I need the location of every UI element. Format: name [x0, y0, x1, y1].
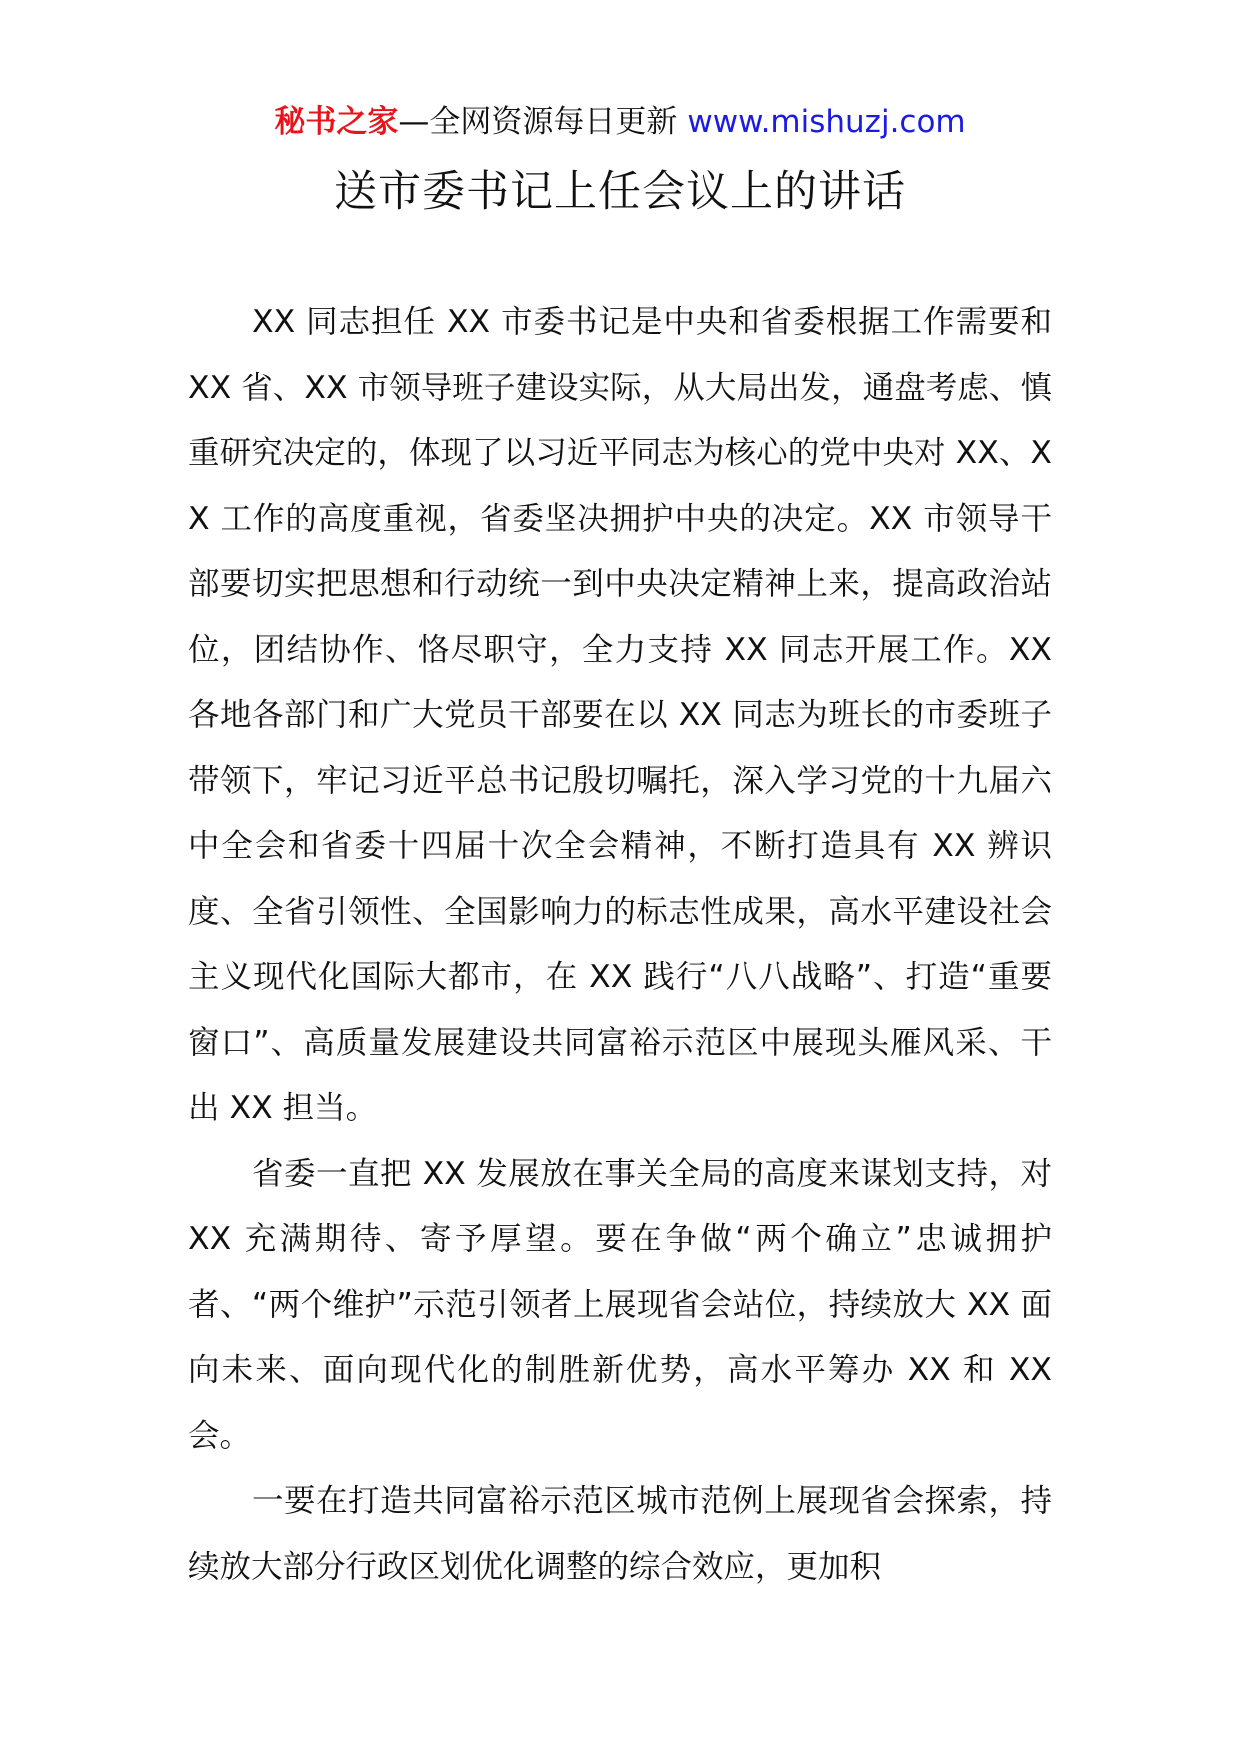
paragraph-1: XX 同志担任 XX 市委书记是中央和省委根据工作需要和 XX 省、XX 市领导班子建设实际，从大局出发，通盘考虑、慎重研究决定的，体现了以习近平同志为核心的党中央对 XX、XX 工作的高度重视，省委坚决拥护中央的决定。XX 市领导干部要切实把思想和行动统一到中央决定精神上来，提高政治站位，团结协作、恪尽职守，全力支持 XX 同志开展工作。XX 各地各部门和广大党员干部要在以 XX 同志为班长的市委班子带领下，牢记习近平总书记殷切嘱托，深入学习党的十九届六中全会和省委十四届十次全会精神，不断打造具有 XX 辨识度、全省引领性、全国影响力的标志性成果，高水平建设社会主义现代化国际大都市，在 XX 践行“八八战略”、打造“重要窗口”、高质量发展建设共同富裕示范区中展现头雁风采、干出 XX 担当。: [188, 304, 1052, 1126]
brand-name: 秘书之家: [274, 104, 399, 140]
site-header: [0, 100, 1240, 144]
header-tagline: —全网资源每日更新: [398, 104, 678, 140]
paragraph-2: 省委一直把 XX 发展放在事关全局的高度来谋划支持，对 XX 充满期待、寄予厚望。要在争做“两个确立”忠诚拥护者、“两个维护”示范引领者上展现省会站位，持续放大 XX 面向未来、面向现代化的制胜新优势，高水平筹办 XX 和 XX 会。: [188, 1155, 1052, 1454]
paragraph-3: 一要在打造共同富裕示范区城市范例上展现省会探索，持续放大部分行政区划优化调整的综合效应，更加积: [188, 1483, 1052, 1585]
document-title: 送市委书记上任会议上的讲话: [334, 167, 906, 217]
document-body: [188, 290, 1052, 1600]
site-url-link[interactable]: www.mishuzj.com: [687, 104, 966, 140]
